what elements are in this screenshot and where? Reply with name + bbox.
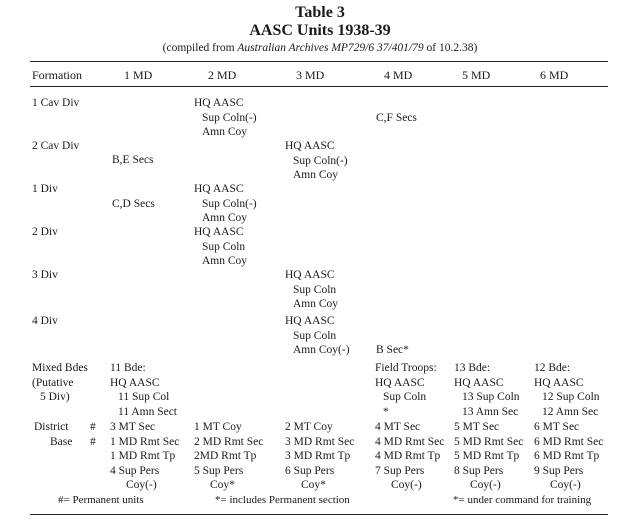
- row-2cav-formation: 2 Cav Div: [32, 140, 80, 152]
- header-4md: 4 MD: [384, 68, 413, 82]
- row-district-formation: District # Base #: [34, 421, 96, 448]
- table-number: Table 3: [295, 4, 345, 21]
- source-suffix: of 10.2.38): [423, 42, 478, 54]
- header-formation: Formation: [32, 68, 82, 82]
- row-district-5md: 5 MT Sec 5 MD Rmt Sec 5 MD Rmt Tp 8 Sup Pers Coy(-): [454, 421, 524, 492]
- table-title: AASC Units 1938-39: [249, 22, 391, 39]
- row-1cav-2md: HQ AASC Sup Coln(-) Amn Coy: [194, 97, 257, 139]
- source-prefix: (compiled from: [162, 42, 238, 54]
- row-district-1md: 3 MT Sec 1 MD Rmt Sec 1 MD Rmt Tp 4 Sup Pers Coy(-): [110, 421, 180, 492]
- row-district-3md: 2 MT Coy 3 MD Rmt Sec 3 MD Rmt Tp 6 Sup Pers Coy*: [285, 421, 355, 492]
- row-4div-3md: HQ AASC Sup Coln Amn Coy(-): [285, 315, 350, 357]
- header-1md: 1 MD: [124, 68, 153, 82]
- top-rule: [30, 61, 608, 62]
- row-1cav-4md: C,F Secs: [376, 112, 417, 124]
- row-mixed-1md: 11 Bde: HQ AASC 11 Sup Col 11 Amn Sect: [110, 362, 177, 418]
- row-district-6md: 6 MT Sec 6 MD Rmt Sec 6 MD Rmt Tp 9 Sup Pers Coy(-): [534, 421, 604, 492]
- row-mixed-4md: Field Troops: HQ AASC Sup Coln *: [375, 362, 437, 418]
- header-6md: 6 MD: [540, 68, 569, 82]
- source-archive: Australian Archives MP729/6 37/401/79: [237, 42, 424, 54]
- row-1div-2md: HQ AASC Sup Coln(-) Amn Coy: [194, 183, 257, 225]
- row-1div-formation: 1 Div: [32, 183, 58, 195]
- row-3div-3md: HQ AASC Sup Coln Amn Coy: [285, 269, 339, 311]
- row-2div-2md: HQ AASC Sup Coln Amn Coy: [194, 226, 248, 268]
- row-4div-4md: B Sec*: [376, 344, 409, 356]
- bottom-rule: [30, 514, 608, 515]
- row-1cav-formation: 1 Cav Div: [32, 97, 80, 109]
- row-district-4md: 4 MT Sec 4 MD Rmt Sec 4 MD Rmt Tp 7 Sup Pers Coy(-): [375, 421, 445, 492]
- footnote-under-command: *= under command for training: [453, 494, 592, 506]
- row-2cav-1md: B,E Secs: [112, 154, 154, 166]
- row-3div-formation: 3 Div: [32, 269, 58, 281]
- footnote-permanent-units: #= Permanent units: [58, 494, 144, 506]
- header-3md: 3 MD: [296, 68, 325, 82]
- row-mixed-6md: 12 Bde: HQ AASC 12 Sup Coln 12 Amn Sec: [534, 362, 600, 418]
- row-2div-formation: 2 Div: [32, 226, 58, 238]
- footnote-permanent-section: *= includes Permanent section: [215, 494, 350, 506]
- row-mixed-formation: Mixed Bdes (Putative 5 Div): [32, 362, 88, 404]
- row-1div-1md: C,D Secs: [112, 198, 155, 210]
- row-district-2md: 1 MT Coy 2 MD Rmt Sec 2MD Rmt Tp 5 Sup Pers Coy*: [194, 421, 264, 492]
- header-rule: [30, 86, 608, 87]
- row-4div-formation: 4 Div: [32, 315, 58, 327]
- row-mixed-5md: 13 Bde: HQ AASC 13 Sup Coln 13 Amn Sec: [454, 362, 520, 418]
- row-2cav-3md: HQ AASC Sup Coln(-) Amn Coy: [285, 140, 348, 182]
- header-2md: 2 MD: [208, 68, 237, 82]
- source-note: [0, 42, 640, 54]
- header-5md: 5 MD: [462, 68, 491, 82]
